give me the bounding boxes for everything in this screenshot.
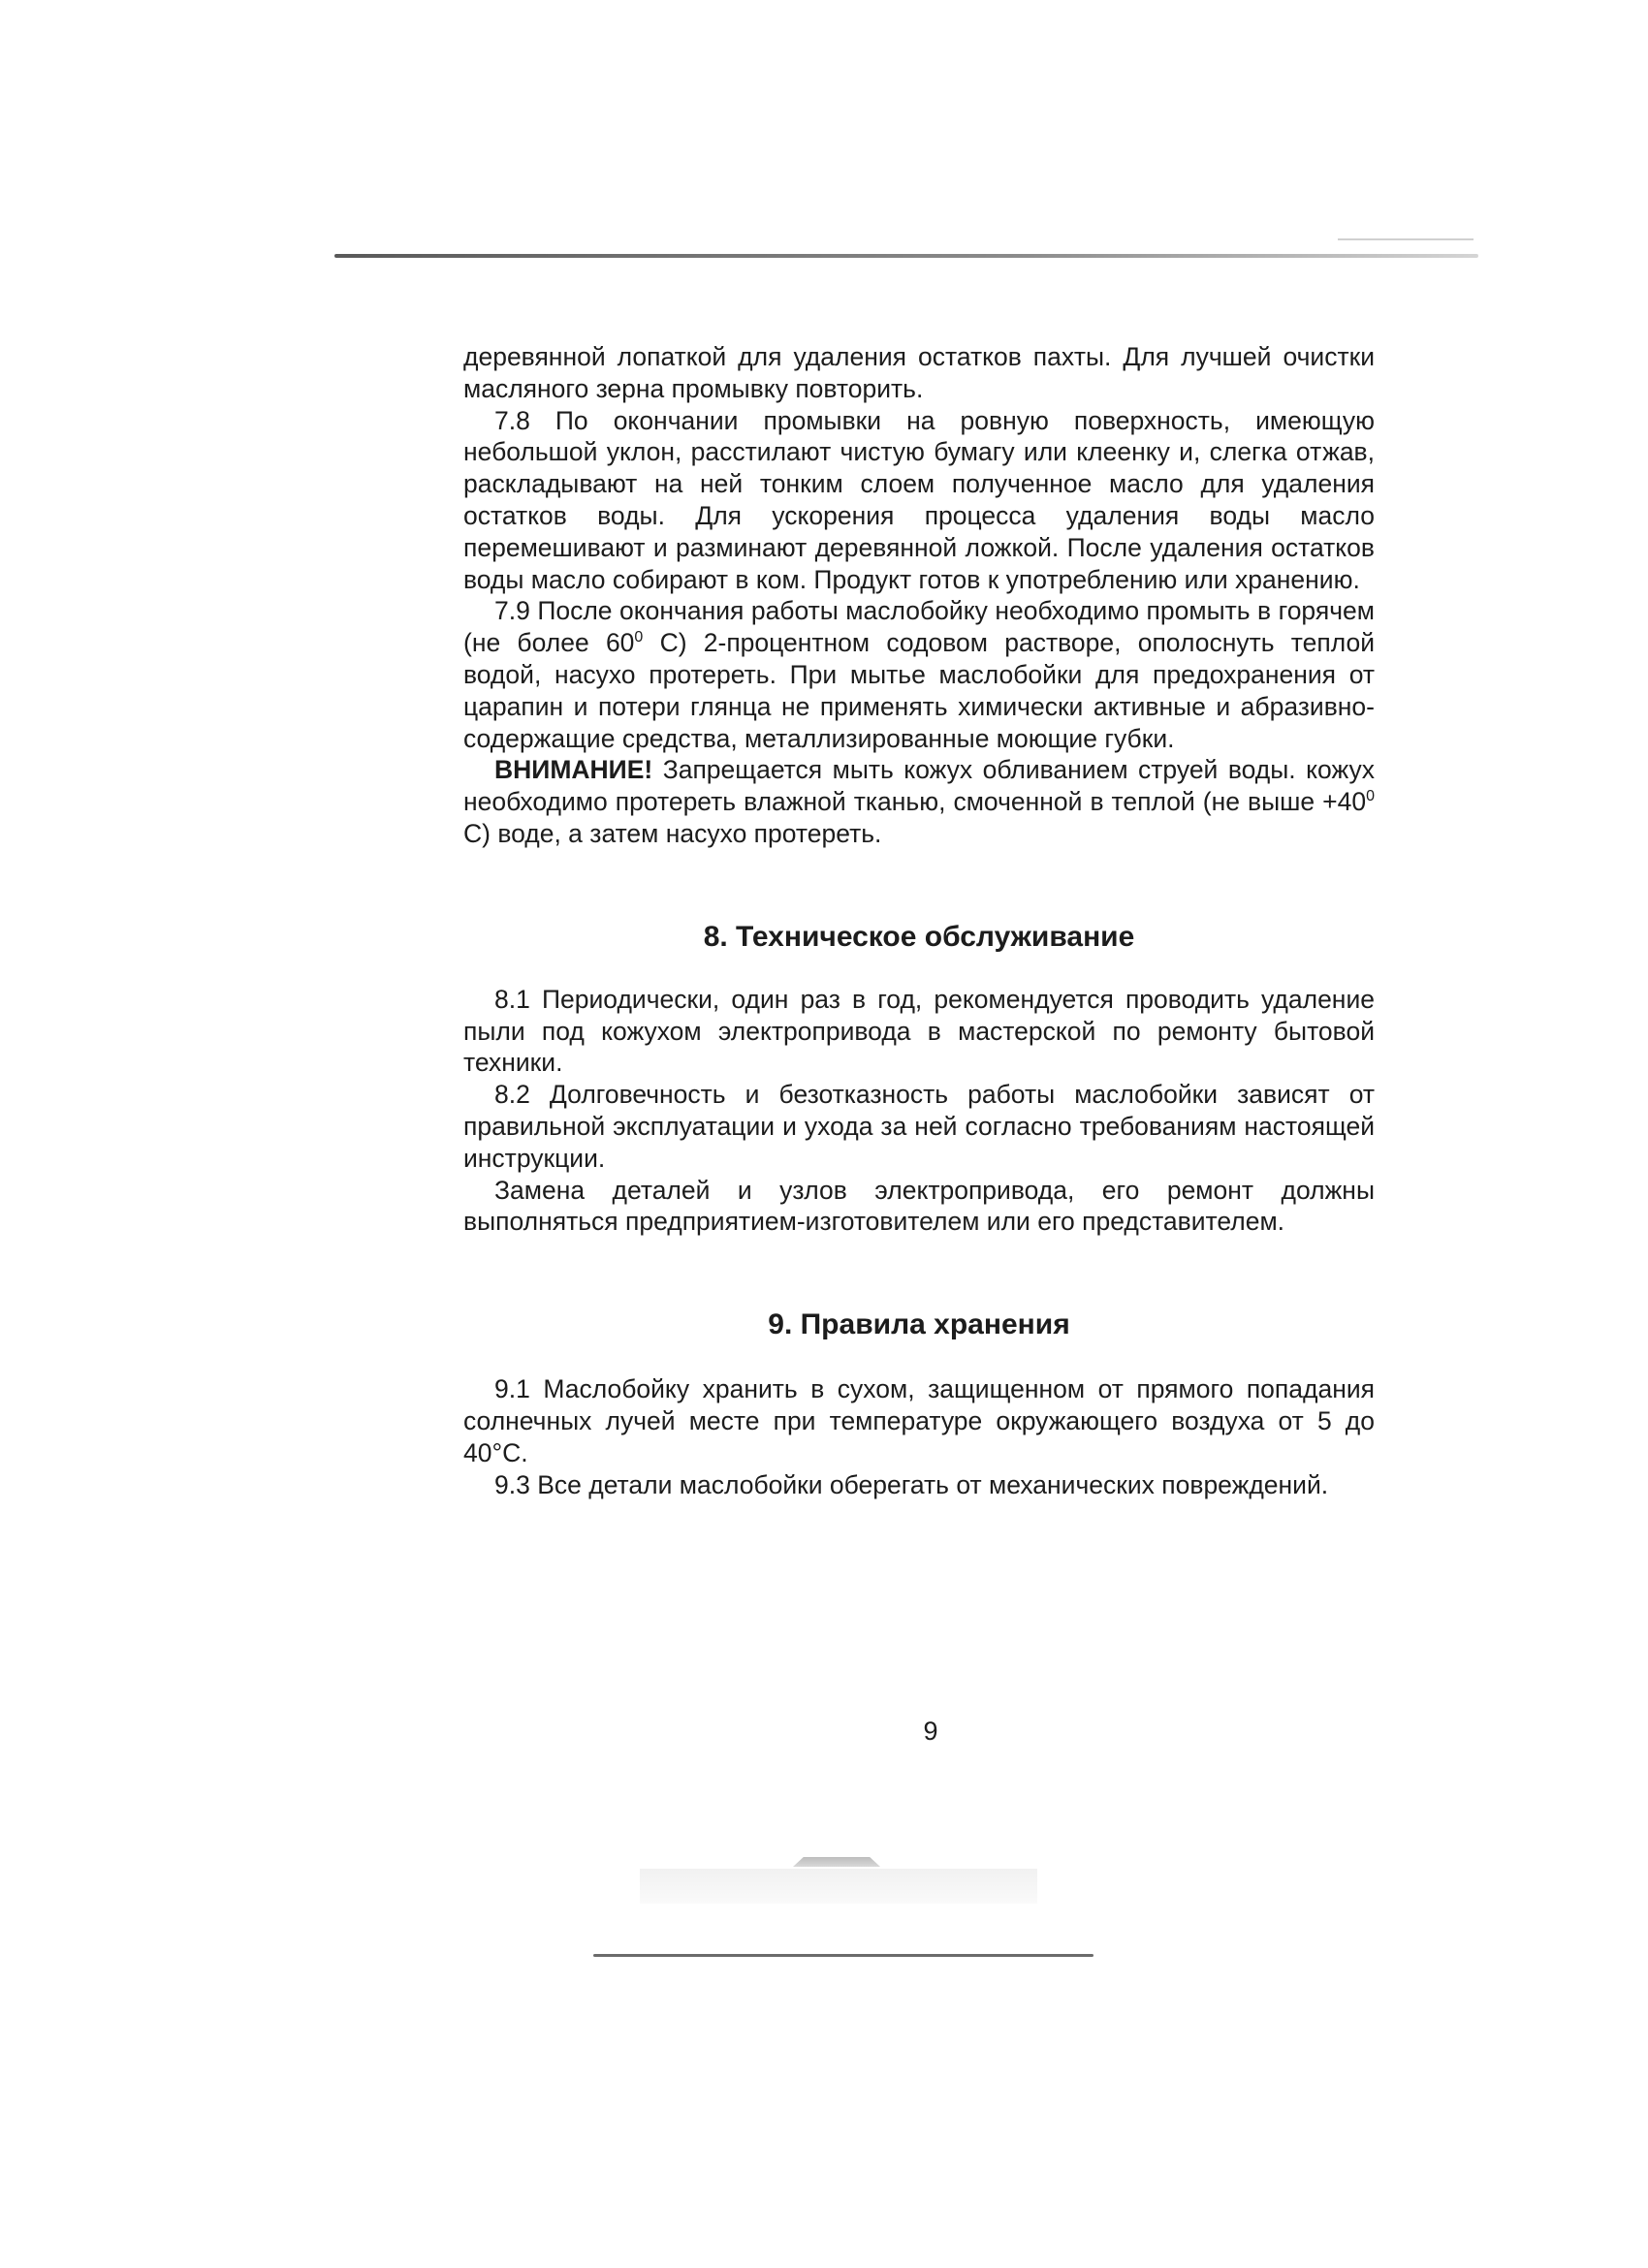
degree-superscript: 0 <box>1366 788 1375 805</box>
paragraph-7-7-continuation: деревянной лопаткой для удаления остатков пахты. Для лучшей очистки масляного зерна промывку повторить. <box>463 342 1375 403</box>
section-8-title: 8. Техническое обслуживание <box>703 920 1135 953</box>
paragraph-9-1: 9.1 Маслобойку хранить в сухом, защищенном от прямого попадания солнечных лучей месте при температуре окружающего воздуха от 5 до 40°С. <box>463 1374 1375 1467</box>
scanner-artifact-shadow <box>640 1869 1037 1904</box>
degree-superscript: 0 <box>634 629 644 646</box>
section-9-title: 9. Правила хранения <box>768 1308 1070 1341</box>
paragraph-7-8: 7.8 По окончании промывки на ровную поверхность, имеющую небольшой уклон, расстилают чистую бумагу или клеенку и, слегка отжав, раскладывают на ней тонким слоем полученное масло для удаления остатков воды. Для ускорения процесса удаления воды масло перемешивают и разминают деревянной ложкой. После удаления остатков воды масло собирают в ком. Продукт готов к употреблению или хранению. <box>463 405 1375 594</box>
warning-paragraph <box>463 754 1375 849</box>
paragraph-7-9-text-b: С) 2-процентном содовом растворе, ополоснуть теплой водой, насухо протереть. При мытье маслобойки для предохранения от царапин и потери глянца не применять химически активные и абразивно-содержащие средства, металлизированные моющие губки. <box>463 628 1375 753</box>
document-body <box>463 341 1375 1500</box>
warning-text-b: С) воде, а затем насухо протереть. <box>463 818 882 848</box>
paragraph-9-3: 9.3 Все детали маслобойки оберегать от механических повреждений. <box>494 1469 1329 1499</box>
scan-edge-top-faint <box>1338 238 1474 240</box>
paragraph-7-9-text-a: 7.9 После окончания работы маслобойку необходимо промыть в горячем (не более 60 <box>463 596 1375 658</box>
warning-text-a: Запрещается мыть кожух обливанием струей воды. кожух необходимо протереть влажной тканью, смоченной в теплой (не выше +40 <box>463 755 1375 817</box>
paragraph-8-replacement: Замена деталей и узлов электропривода, его ремонт должны выполняться предприятием-изготовителем или его представителем. <box>463 1175 1375 1237</box>
paragraph-7-9 <box>463 595 1375 754</box>
scanner-artifact-shape <box>793 1857 880 1867</box>
page-number: 9 <box>923 1717 938 1746</box>
scan-edge-top <box>334 254 1478 258</box>
warning-label: ВНИМАНИЕ! <box>494 755 653 785</box>
paragraph-8-2: 8.2 Долговечность и безотказность работы маслобойки зависят от правильной эксплуатации и ухода за ней согласно требованиям настоящей инструкции. <box>463 1080 1375 1173</box>
paragraph-8-1: 8.1 Периодически, один раз в год, рекомендуется проводить удаление пыли под кожухом электропривода в мастерской по ремонту бытовой техники. <box>463 984 1375 1078</box>
scan-edge-bottom <box>593 1954 1093 1957</box>
